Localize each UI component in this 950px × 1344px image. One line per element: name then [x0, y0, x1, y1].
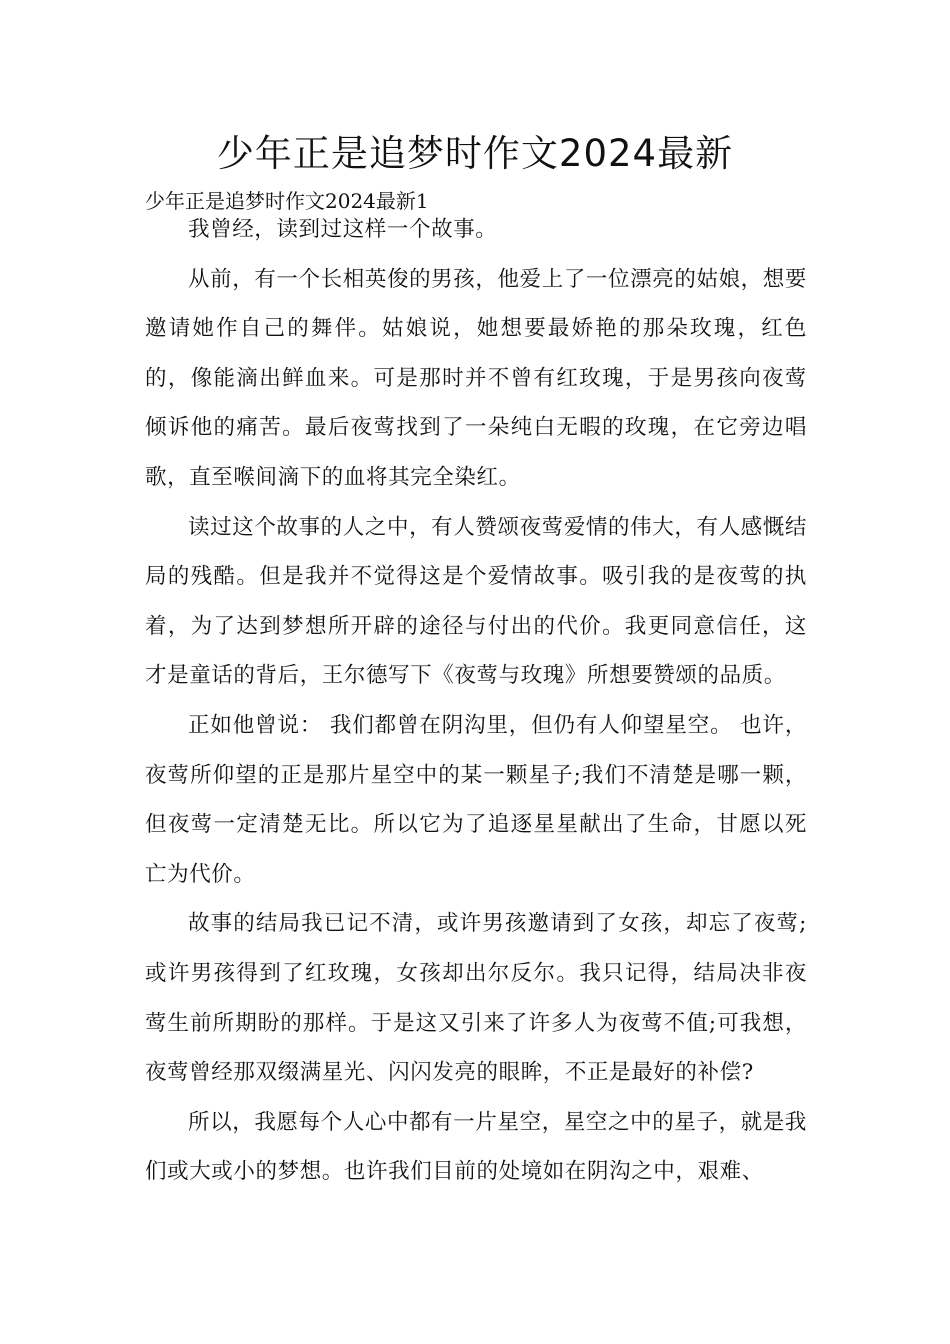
paragraph-6: 所以，我愿每个人心中都有一片星空，星空之中的星子，就是我们或大或小的梦想。也许我们目前的处境如在阴沟之中，艰难、: [145, 1109, 807, 1185]
document-title: 少年正是追梦时作文2024最新: [216, 132, 734, 175]
paragraph-4: 正如他曾说： 我们都曾在阴沟里，但仍有人仰望星空。 也许，夜莺所仰望的正是那片星空中的某一颗星子;我们不清楚是哪一颗，但夜莺一定清楚无比。所以它为了追逐星星献出了生命，甘愿以死亡为代价。: [145, 712, 807, 887]
paragraph-1: 我曾经，读到过这样一个故事。: [188, 217, 498, 242]
document-body: [145, 205, 807, 1197]
paragraph-3: 读过这个故事的人之中，有人赞颂夜莺爱情的伟大，有人感慨结局的残酷。但是我并不觉得这是个爱情故事。吸引我的是夜莺的执着，为了达到梦想所开辟的途径与付出的代价。我更同意信任，这才是童话的背后，王尔德写下《夜莺与玫瑰》所想要赞颂的品质。: [145, 514, 807, 689]
document-subtitle: 少年正是追梦时作文2024最新1: [145, 189, 429, 213]
paragraph-2: 从前，有一个长相英俊的男孩，他爱上了一位漂亮的姑娘，想要邀请她作自己的舞伴。姑娘说，她想要最娇艳的那朵玫瑰，红色的，像能滴出鲜血来。可是那时并不曾有红玫瑰，于是男孩向夜莺倾诉他的痛苦。最后夜莺找到了一朵纯白无暇的玫瑰，在它旁边唱歌，直至喉间滴下的血将其完全染红。: [145, 266, 807, 490]
paragraph-5: 故事的结局我已记不清，或许男孩邀请到了女孩，却忘了夜莺;或许男孩得到了红玫瑰，女孩却出尔反尔。我只记得，结局决非夜莺生前所期盼的那样。于是这又引来了许多人为夜莺不值;可我想，夜莺曾经那双缀满星光、闪闪发亮的眼眸，不正是最好的补偿?: [145, 911, 807, 1086]
